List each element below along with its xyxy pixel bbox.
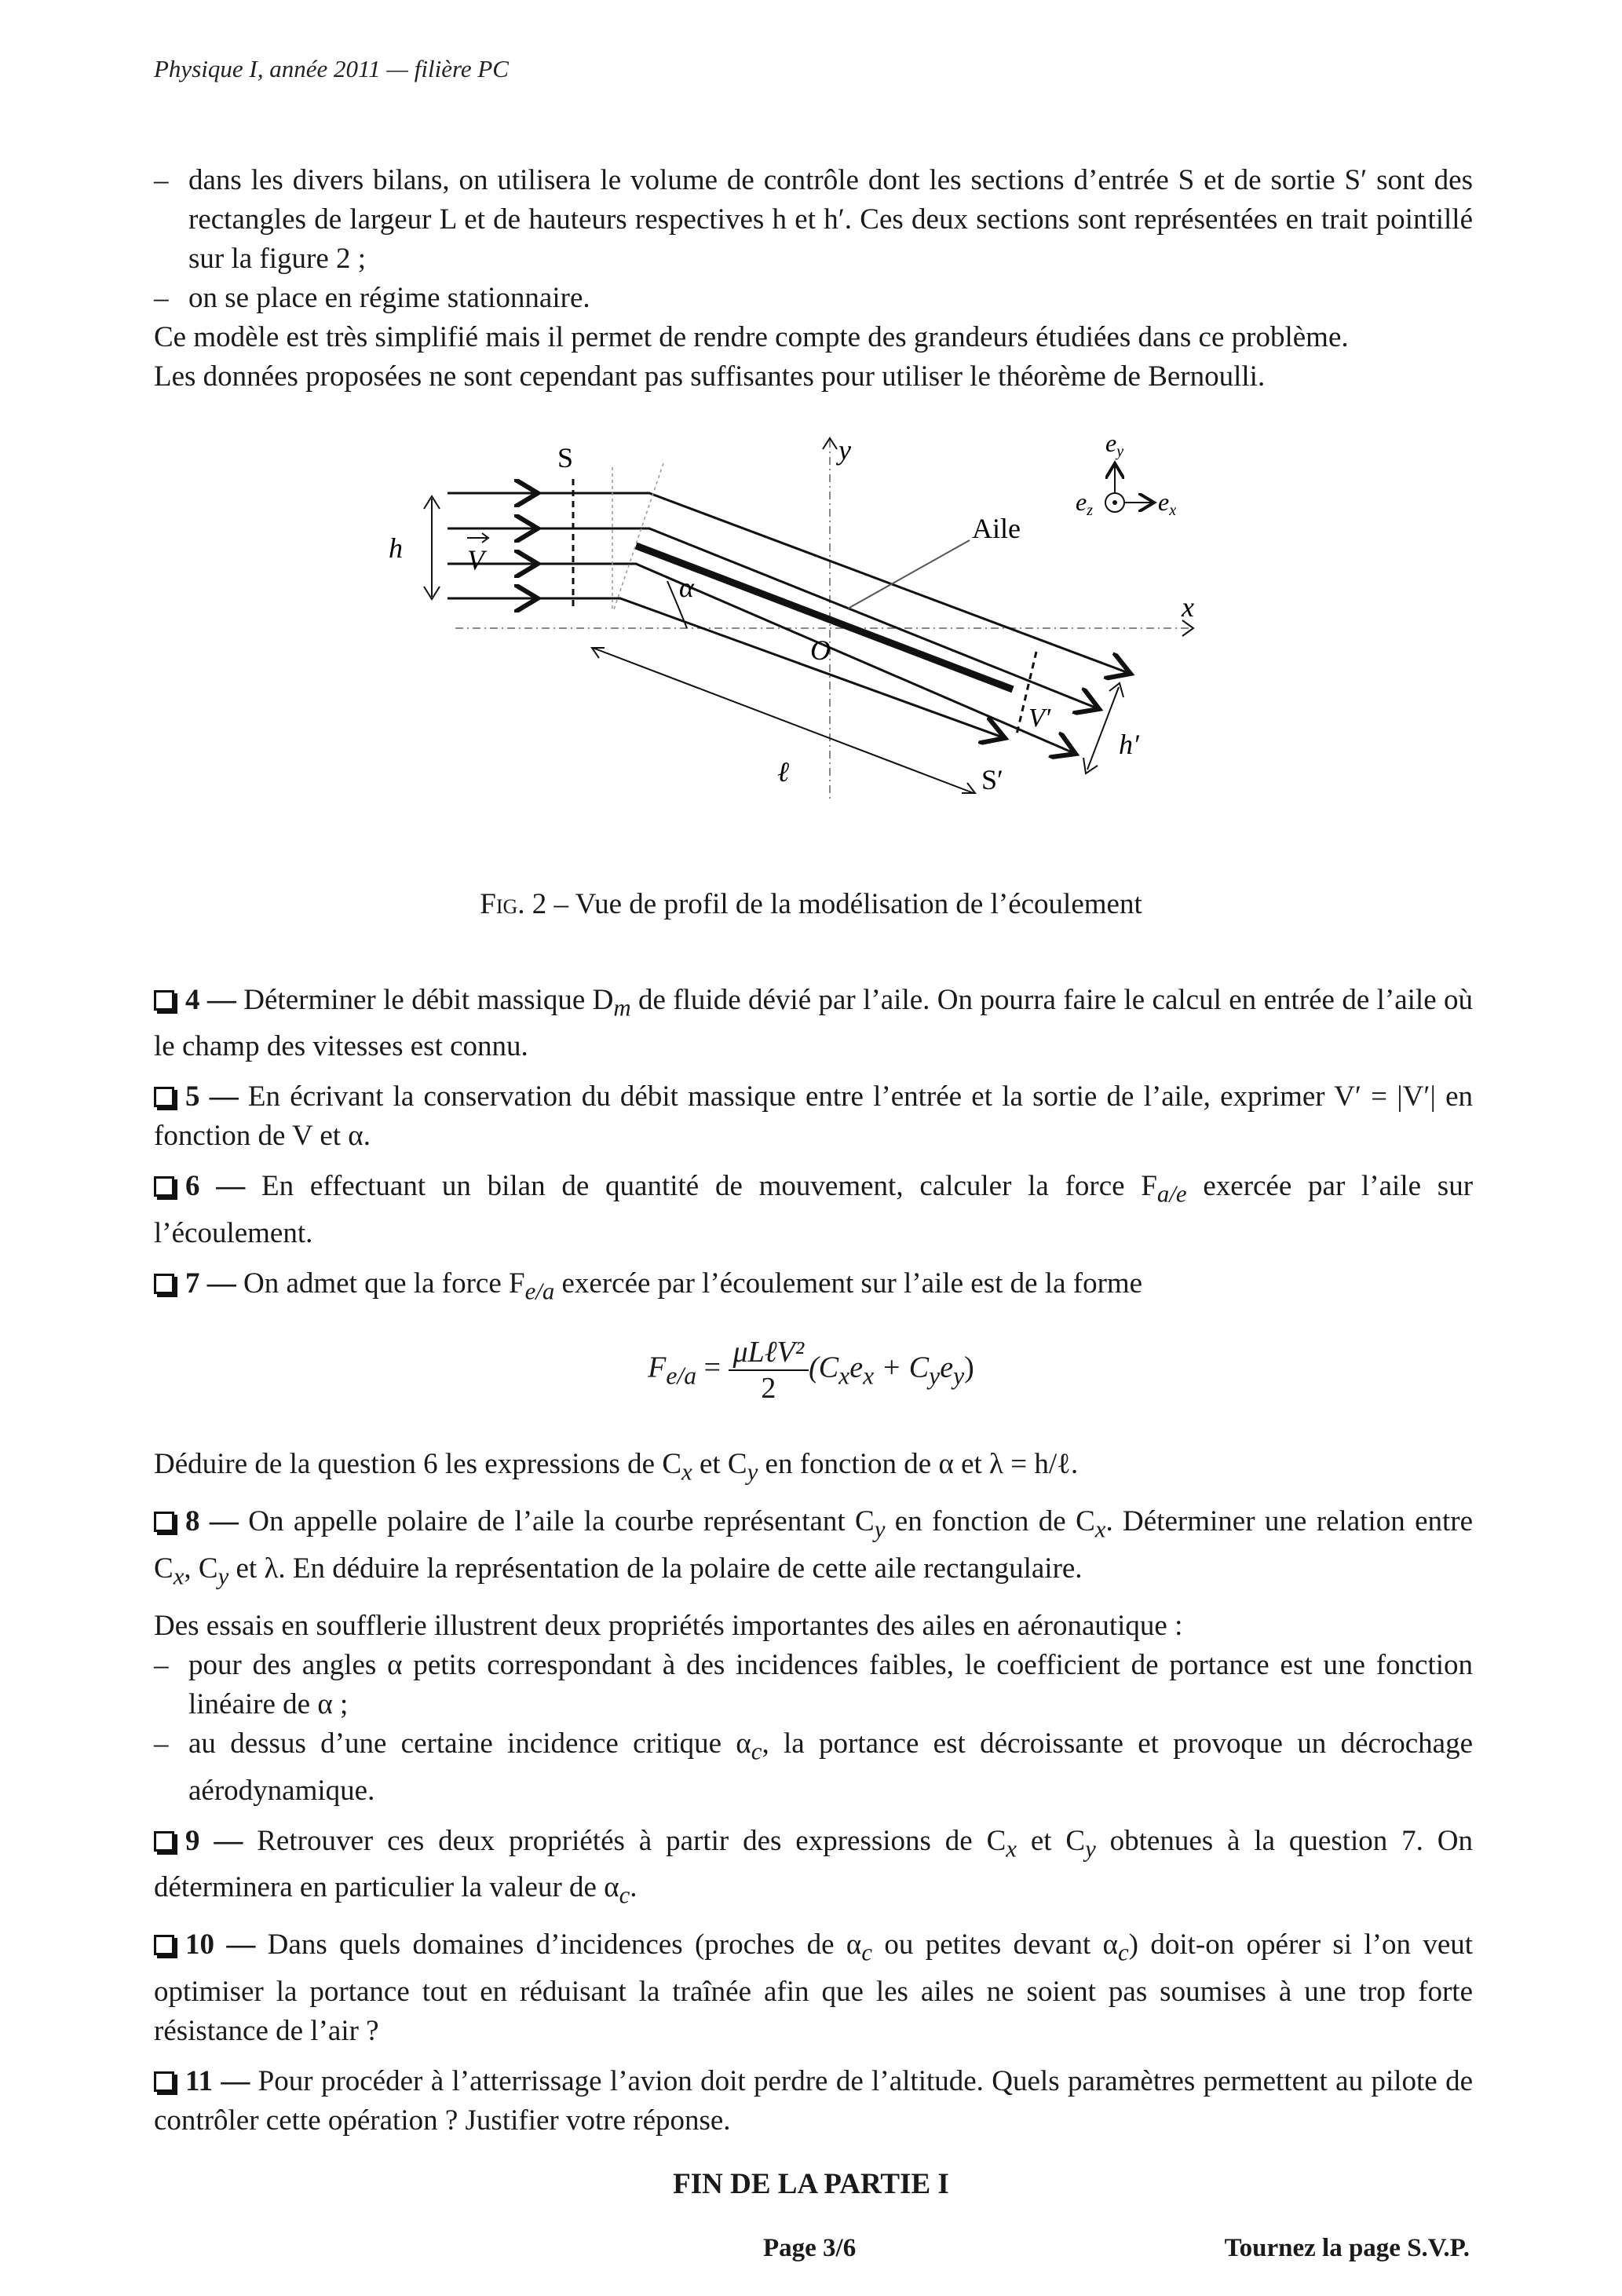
- question-5: [154, 1077, 1473, 1156]
- caption-prefix: Fig.: [480, 888, 525, 920]
- checkbox-icon: [154, 1512, 174, 1532]
- footer-page-number: Page 3/6: [763, 2234, 857, 2262]
- checkbox-icon: [154, 1087, 174, 1107]
- ez-dot: [1112, 500, 1117, 505]
- q4-rest: de fluide dévié par l’aile. On pourra faire le calcul en entrée de l’aile où le champ des vitesses est connu.: [154, 984, 1474, 1063]
- essais-intro: Des essais en soufflerie illustrent deux propriétés importantes des ailes en aéronautique :: [154, 1610, 1183, 1643]
- question-8: [154, 1502, 1473, 1596]
- intro-block: [154, 161, 1473, 397]
- checkbox-icon: [154, 2071, 174, 2092]
- q7-after: [154, 1445, 1473, 1491]
- eq-ex: e: [849, 1351, 864, 1384]
- eq-ey: e: [940, 1351, 954, 1384]
- label-alpha: α: [679, 572, 694, 603]
- q7-number: 7 —: [185, 1267, 236, 1300]
- q8-sub-y: y: [874, 1515, 886, 1543]
- q8-rest: . Déterminer une relation entre C: [154, 1505, 1474, 1585]
- q10-text: Dans quels domaines d’incidences (proches de α: [255, 1929, 862, 1961]
- label-Sprime: S′: [981, 764, 1003, 795]
- end-of-part-title: FIN DE LA PARTIE I: [673, 2168, 949, 2200]
- eq-lhs-sub: e/a: [666, 1362, 697, 1390]
- intro-para-1: Ce modèle est très simplifié mais il permet de rendre compte des grandeurs étudiées dans ce problème.: [154, 321, 1349, 353]
- q7-after-y: y: [747, 1458, 758, 1486]
- essais-b2-text: au dessus d’une certaine incidence critique α: [188, 1727, 751, 1760]
- q8-sub-x: x: [1094, 1515, 1106, 1543]
- label-aile: Aile: [972, 513, 1021, 544]
- label-h: h: [389, 532, 403, 564]
- label-ex: ex: [1158, 488, 1177, 519]
- label-ez: ez: [1076, 488, 1093, 519]
- q7-after-text: Déduire de la question 6 les expressions de C: [154, 1448, 682, 1480]
- question-7: [154, 1264, 1473, 1311]
- questions-block-2: [154, 1445, 1473, 2141]
- q5-number: 5 —: [185, 1080, 239, 1113]
- label-V: V: [467, 544, 484, 576]
- eq-ey-sub: y: [953, 1362, 965, 1390]
- eq-fraction: [729, 1335, 809, 1406]
- q8-mid: en fonction de C: [885, 1505, 1095, 1538]
- figure-caption: [0, 887, 1622, 921]
- q9-number: 9 —: [185, 1824, 243, 1857]
- q11-number: 11 —: [185, 2064, 250, 2097]
- eq-cx-sub: x: [838, 1362, 850, 1390]
- q10-mid: ou petites devant α: [872, 1929, 1118, 1961]
- checkbox-icon: [154, 990, 174, 1011]
- eq-paren: (C: [809, 1351, 839, 1384]
- eq-close: ): [964, 1351, 974, 1384]
- q8-sub-y2: y: [217, 1563, 229, 1590]
- label-x: x: [1182, 591, 1194, 623]
- intro-para-2: Les données proposées ne sont cependant pas suffisantes pour utiliser le théorème de Bernoulli.: [154, 360, 1266, 393]
- q7-after-end: en fonction de α et λ = h/ℓ.: [758, 1448, 1079, 1480]
- essais-b2-sub: c: [751, 1738, 762, 1765]
- label-y: y: [838, 434, 851, 466]
- q9-sub-c: c: [619, 1881, 630, 1909]
- intro-bullet-1: – dans les divers bilans, on utilisera le volume de contrôle dont les sections d’entrée S et de sortie S′ sont des rectangles de largeur L et de hauteurs respectives h et h′. Ces deux sections sont représentées en trait pointillé sur la figure 2 ;: [154, 161, 1473, 279]
- q4-sub: m: [613, 994, 631, 1022]
- q10-sub2: c: [1117, 1939, 1129, 1966]
- q7-sub: e/a: [524, 1278, 555, 1305]
- q7-after-mid: et C: [692, 1448, 747, 1480]
- force-equation: $F_{e/a}$ = μLℓV² 2 $(C_xe_x + C_ye_y)$: [648, 1336, 974, 1405]
- essais-bullet-2: [154, 1724, 1473, 1810]
- wing-flow-figure: [389, 424, 1272, 817]
- caption-text: 2 – Vue de profil de la modélisation de l’écoulement: [524, 888, 1142, 920]
- eq-ex-sub: x: [863, 1362, 875, 1390]
- label-Vprime: V′: [1028, 704, 1051, 733]
- eq-cy-sub: y: [929, 1362, 941, 1390]
- q8-sub-x2: x: [173, 1563, 184, 1590]
- label-S: S: [557, 442, 574, 473]
- checkbox-icon: [154, 1274, 174, 1294]
- q9-rest: obtenues à la question 7. On déterminera en particulier la valeur de α: [154, 1824, 1473, 1903]
- q4-number: 4 —: [185, 984, 236, 1016]
- q9-sub-x: x: [1006, 1834, 1017, 1862]
- q6-text: En effectuant un bilan de quantité de mouvement, calculer la force F: [245, 1170, 1157, 1203]
- q10-sub1: c: [861, 1939, 873, 1966]
- label-ey: ey: [1105, 429, 1124, 460]
- q6-rest: exercée par l’aile sur l’écoulement.: [154, 1170, 1474, 1249]
- q4-text: Déterminer le débit massique D: [236, 984, 614, 1016]
- label-ell: ℓ: [777, 756, 789, 788]
- question-4: [154, 981, 1473, 1066]
- label-hprime: h′: [1119, 729, 1139, 760]
- q8-end: et λ. En déduire la représentation de la polaire de cette aile rectangulaire.: [228, 1552, 1083, 1585]
- q10-rest: ) doit-on opérer si l’on veut optimiser la portance tout en réduisant la traînée afin que les ailes ne soient pas soumises à une trop forte résistance de l’air ?: [154, 1929, 1474, 2047]
- essais-bullet-1: – pour des angles α petits correspondant à des incidences faibles, le coefficient de portance est une fonction linéaire de α ;: [154, 1646, 1473, 1724]
- eq-lhs: F: [648, 1351, 667, 1384]
- checkbox-icon: [154, 1935, 174, 1955]
- eq-denominator: 2: [761, 1372, 776, 1405]
- essais-b2-rest: , la portance est décroissante et provoque un décrochage aérodynamique.: [188, 1727, 1474, 1807]
- footer-turn-page: Tournez la page S.V.P.: [1224, 2234, 1470, 2262]
- hprime-dimension: [1087, 687, 1119, 770]
- q5-text: En écrivant la conservation du débit massique entre l’entrée et la sortie de l’aile, exprimer V′ = |V′| en fonction de V et α.: [154, 1080, 1473, 1153]
- q9-text: Retrouver ces deux propriétés à partir des expressions de C: [243, 1824, 1006, 1857]
- q7-text: On admet que la force F: [236, 1267, 525, 1300]
- checkbox-icon: [154, 1831, 174, 1852]
- q9-end: .: [630, 1870, 637, 1903]
- intro-bullet-2: – on se place en régime stationnaire.: [154, 279, 1473, 318]
- questions-block: [154, 970, 1473, 1311]
- V-vector-arrow: [467, 533, 488, 543]
- q11-text: Pour procéder à l’atterrissage l’avion doit perdre de l’altitude. Quels paramètres permettent au pilote de contrôler cette opération ? Justifier votre réponse.: [154, 2064, 1473, 2137]
- q10-number: 10 —: [185, 1929, 256, 1961]
- wing-plate: [636, 546, 1013, 689]
- q7-after-x: x: [681, 1458, 692, 1486]
- q8-number: 8 —: [185, 1505, 239, 1538]
- q6-number: 6 —: [185, 1170, 246, 1203]
- label-O: O: [810, 634, 831, 666]
- question-9: [154, 1822, 1473, 1915]
- q9-sub-y: y: [1085, 1834, 1096, 1862]
- streamline-1: [538, 493, 1131, 674]
- streamline-3: [538, 598, 1005, 738]
- page-header: Physique I, année 2011 — filière PC: [154, 55, 509, 82]
- q8-text: On appelle polaire de l’aile la courbe représentant C: [238, 1505, 875, 1538]
- eq-numerator: μLℓV²: [729, 1335, 809, 1371]
- q7-rest: exercée par l’écoulement sur l’aile est de la forme: [554, 1267, 1143, 1300]
- checkbox-icon: [154, 1176, 174, 1197]
- question-10: [154, 1925, 1473, 2050]
- inlet-guide-2: [614, 463, 663, 609]
- q8-comma: , C: [184, 1552, 218, 1585]
- question-11: [154, 2062, 1473, 2141]
- q6-sub: a/e: [1156, 1180, 1187, 1208]
- question-6: [154, 1167, 1473, 1252]
- eq-plus: + C: [874, 1351, 930, 1384]
- q9-mid: et C: [1016, 1824, 1086, 1857]
